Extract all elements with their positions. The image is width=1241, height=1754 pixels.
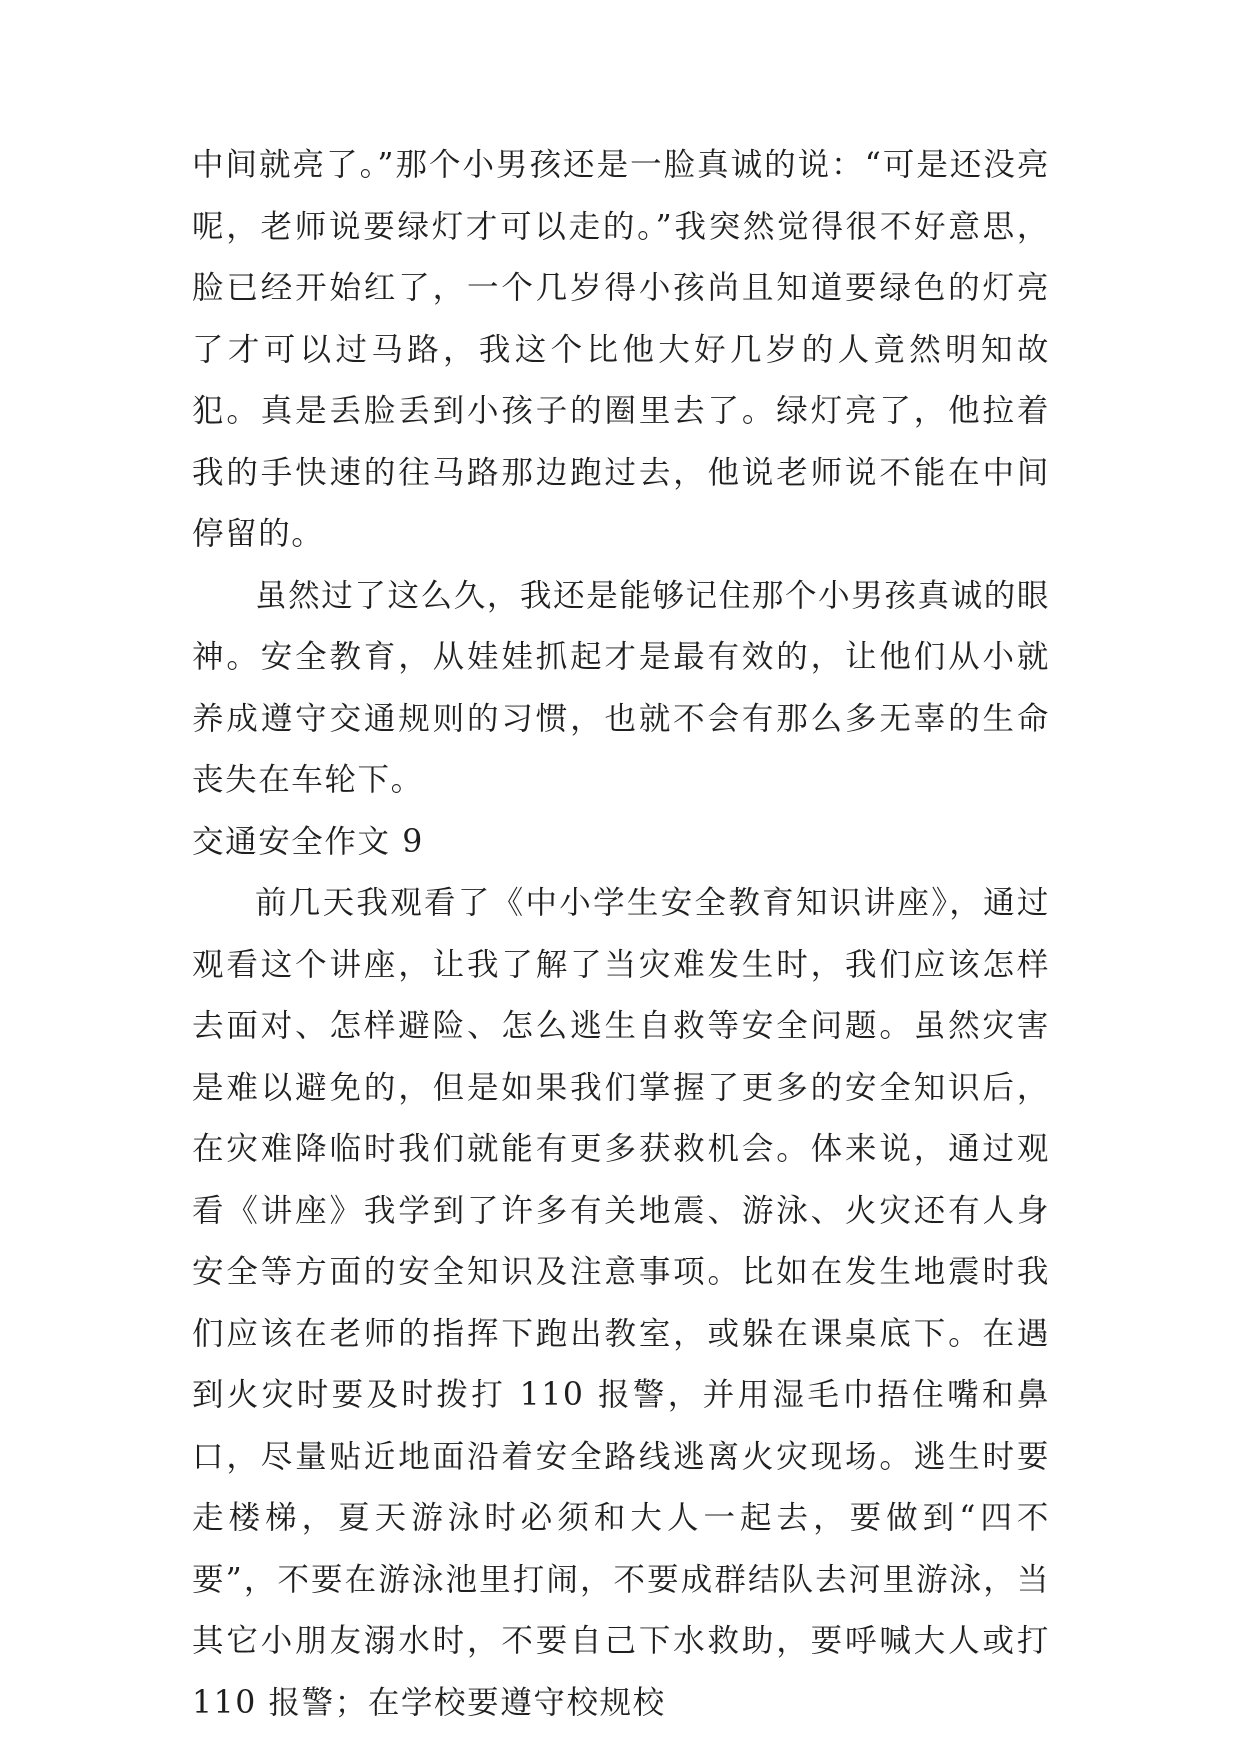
document-body [192,135,1050,1734]
paragraph-continued: 中间就亮了。”那个小男孩还是一脸真诚的说：“可是还没亮呢，老师说要绿灯才可以走的。”我突然觉得很不好意思，脸已经开始红了，一个几岁得小孩尚且知道要绿色的灯亮了才可以过马路，我这个比他大好几岁的人竟然明知故犯。真是丢脸丢到小孩子的圈里去了。绿灯亮了，他拉着我的手快速的往马路那边跑过去，他说老师说不能在中间停留的。 [192,147,1050,552]
paragraph-conclusion: 虽然过了这么久，我还是能够记住那个小男孩真诚的眼神。安全教育，从娃娃抓起才是最有效的，让他们从小就养成遵守交通规则的习惯，也就不会有那么多无辜的生命丧失在车轮下。 [192,577,1050,798]
section-heading: 交通安全作文 9 [192,823,424,860]
paragraph-essay-body: 前几天我观看了《中小学生安全教育知识讲座》，通过观看这个讲座，让我了解了当灾难发生时，我们应该怎样去面对、怎样避险、怎么逃生自救等安全问题。虽然灾害是难以避免的，但是如果我们掌握了更多的安全知识后，在灾难降临时我们就能有更多获救机会。体来说，通过观看《讲座》我学到了许多有关地震、游泳、火灾还有人身安全等方面的安全知识及注意事项。比如在发生地震时我们应该在老师的指挥下跑出教室，或躲在课桌底下。在遇到火灾时要及时拨打 110 报警，并用湿毛巾捂住嘴和鼻口，尽量贴近地面沿着安全路线逃离火灾现场。逃生时要走楼梯，夏天游泳时必须和大人一起去，要做到“四不要”，不要在游泳池里打闹，不要成群结队去河里游泳，当其它小朋友溺水时，不要自己下水救助，要呼喊大人或打 110 报警；在学校要遵守校规校 [192,885,1050,1721]
